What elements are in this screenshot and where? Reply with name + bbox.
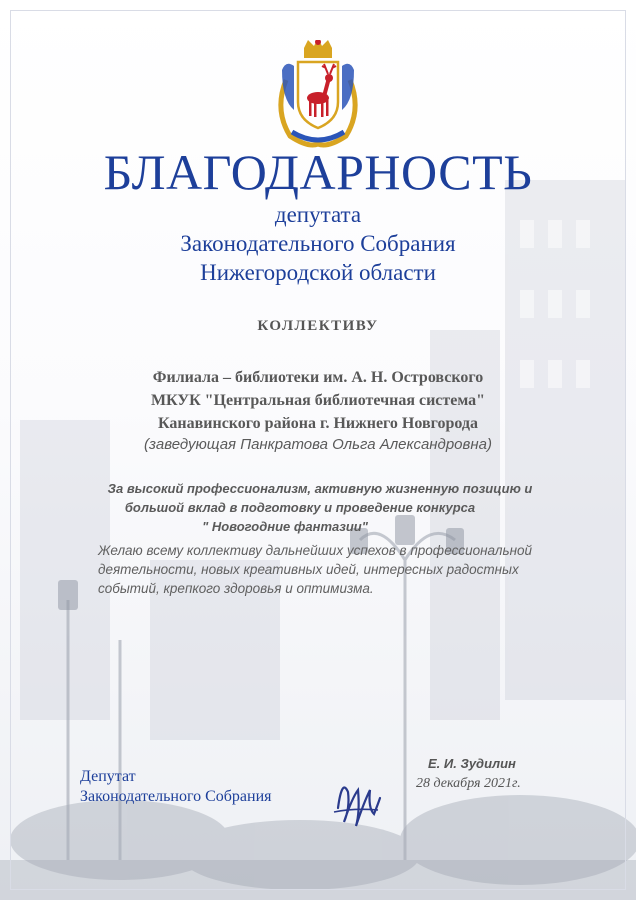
signer-position-line-1: Депутат xyxy=(80,768,136,785)
signer-position-line-2: Законодательного Собрания xyxy=(80,788,272,805)
recipient-heading: КОЛЛЕКТИВУ xyxy=(257,318,379,334)
reason-line-2: большой вклад в подготовку и проведение конкурса xyxy=(124,500,476,515)
manager-line: (заведующая Панкратова Ольга Александровна) xyxy=(144,436,492,453)
organization-line-3: Канавинского района г. Нижнего Новгорода xyxy=(158,415,478,432)
signer-name: Е. И. Зудилин xyxy=(428,756,516,771)
issuer-line-1: депутата xyxy=(274,202,362,227)
sign-date: 28 декабря 2021г. xyxy=(416,776,521,791)
issuer-line-3: Нижегородской области xyxy=(200,260,436,285)
handwritten-signature xyxy=(330,768,382,830)
wishes-line-3: событий, крепкого здоровья и оптимизма. xyxy=(98,581,374,596)
organization-line-2: МКУК "Центральная библиотечная система" xyxy=(150,392,486,409)
organization-line-1: Филиала – библиотеки им. А. Н. Островского xyxy=(152,369,484,386)
issuer-line-2: Законодательного Собрания xyxy=(180,231,456,256)
reason-line-1: За высокий профессионализм, активную жизненную позицию и xyxy=(107,481,533,496)
coat-of-arms-emblem xyxy=(268,40,368,148)
certificate-title: БЛАГОДАРНОСТЬ xyxy=(103,144,533,200)
reason-line-3: " Новогодние фантазии" xyxy=(202,519,368,534)
wishes-line-1: Желаю всему коллективу дальнейших успехов в профессиональной xyxy=(98,543,533,558)
wishes-line-2: деятельности, новых креативных идей, интересных радостных xyxy=(98,562,519,577)
